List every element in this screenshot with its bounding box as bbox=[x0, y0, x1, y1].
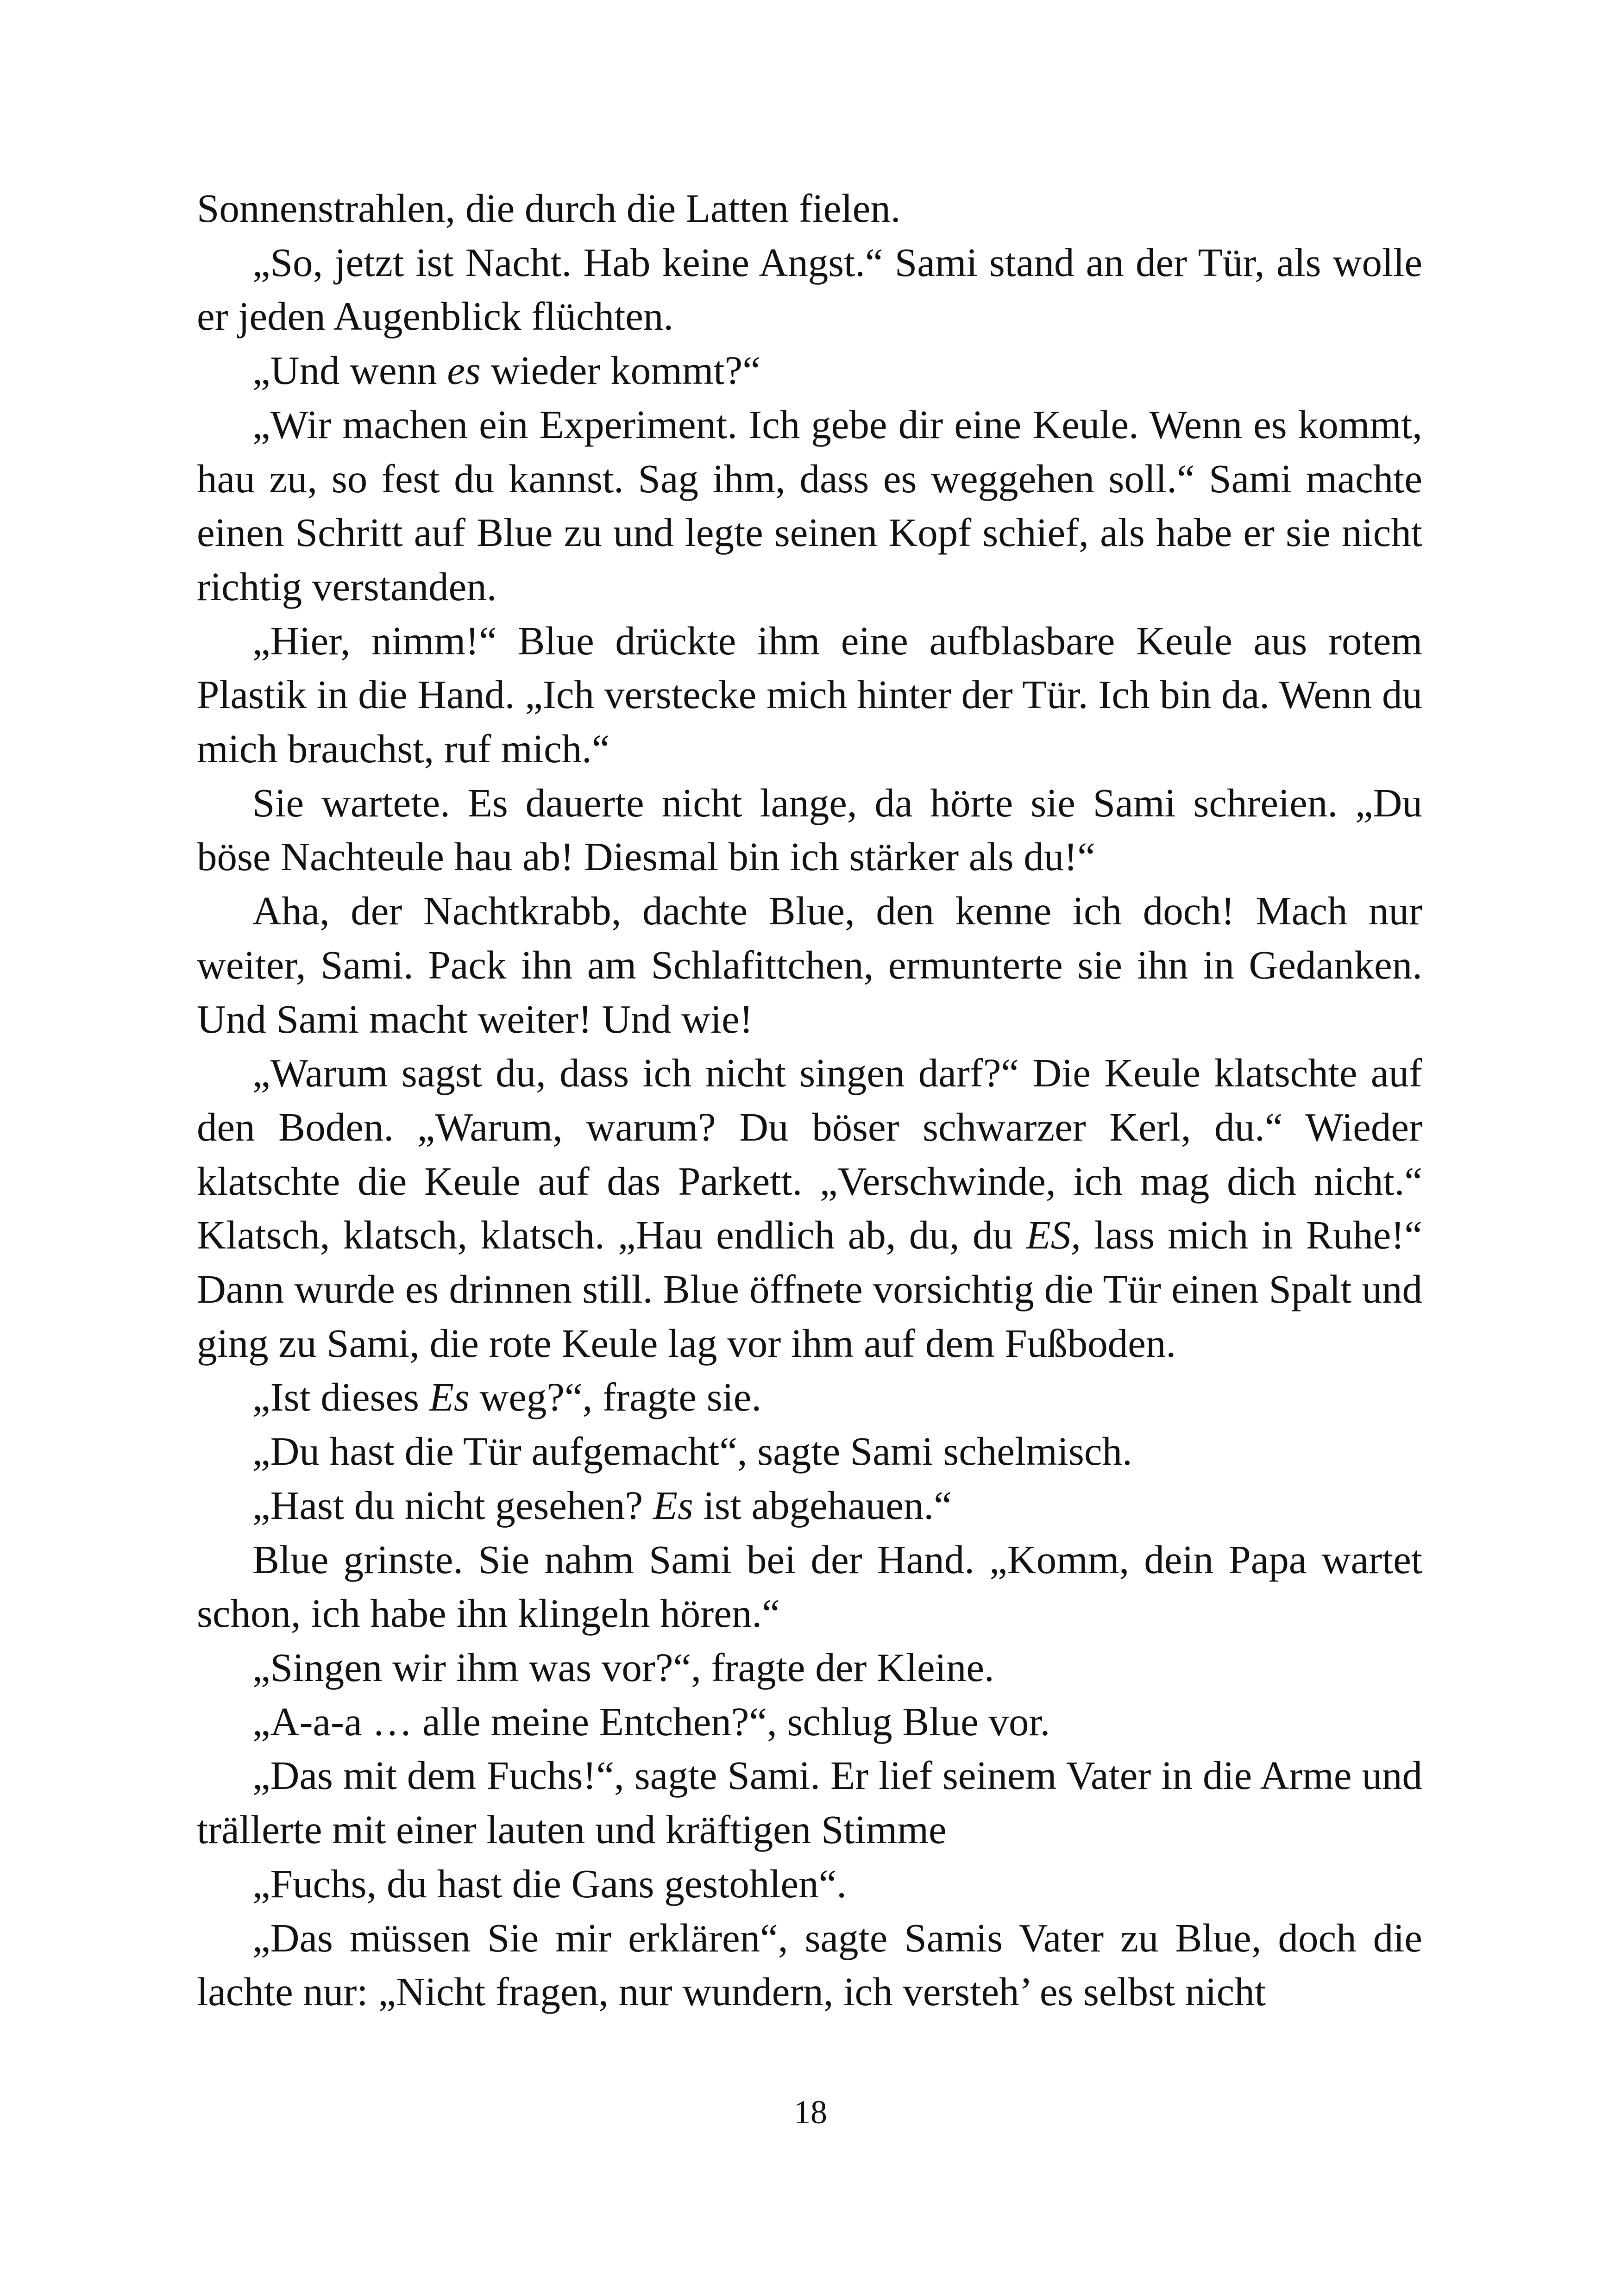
text-segment: wieder kommt?“ bbox=[480, 348, 760, 393]
text-segment: „Das mit dem Fuchs!“, sagte Sami. Er lief seinem Vater in die Arme und trällerte mit einer lauten und kräftigen Stimme bbox=[197, 1753, 1422, 1852]
paragraph bbox=[197, 1533, 1422, 1641]
paragraph bbox=[197, 182, 1422, 236]
page-number: 18 bbox=[794, 2094, 827, 2131]
text-segment: „So, jetzt ist Nacht. Hab keine Angst.“ Sami stand an der Tür, als wolle er jeden Augenblick flüchten. bbox=[197, 239, 1422, 339]
text-segment: „Singen wir ihm was vor?“, fragte der Kleine. bbox=[252, 1644, 994, 1690]
paragraph bbox=[197, 614, 1422, 776]
italic-text: Es bbox=[653, 1482, 693, 1528]
paragraph bbox=[197, 1749, 1422, 1857]
paragraph bbox=[197, 776, 1422, 884]
paragraph bbox=[197, 1911, 1422, 2019]
text-segment: „A-a-a … alle meine Entchen?“, schlug Blue vor. bbox=[252, 1699, 1050, 1744]
text-segment: „Du hast die Tür aufgemacht“, sagte Sami schelmisch. bbox=[252, 1429, 1132, 1474]
paragraph bbox=[197, 1857, 1422, 1911]
text-segment: „Hier, nimm!“ Blue drückte ihm eine aufblasbare Keule aus rotem Plastik in die Hand. „Ich verstecke mich hinter der Tür. Ich bin da. Wenn du mich brauchst, ruf mich.“ bbox=[197, 618, 1422, 772]
text-segment: „Hast du nicht gesehen? bbox=[252, 1482, 653, 1528]
page-body bbox=[197, 182, 1422, 2019]
italic-text: es bbox=[447, 348, 481, 393]
text-segment: „Und wenn bbox=[252, 348, 447, 393]
paragraph bbox=[197, 236, 1422, 344]
italic-text: ES, bbox=[1026, 1212, 1081, 1258]
paragraph bbox=[197, 398, 1422, 614]
text-segment: lass mich in Ruhe!“ Dann wurde es drinnen still. Blue öffnete vorsichtig die Tür einen Spalt und ging zu Sami, die rote Keule lag vor ihm auf dem Fußboden. bbox=[197, 1212, 1422, 1366]
text-segment: Aha, der Nachtkrabb, dachte Blue, den kenne ich doch! Mach nur weiter, Sami. Pack ihn am Schlafittchen, ermunterte sie ihn in Gedanken. Und Sami macht weiter! Und wie! bbox=[197, 888, 1422, 1041]
text-segment: „Wir machen ein Experiment. Ich gebe dir eine Keule. Wenn es kommt, hau zu, so fest du kannst. Sag ihm, dass es weggehen soll.“ Sami machte einen Schritt auf Blue zu und legte seinen Kopf schief, als habe er sie nicht richtig verstanden. bbox=[197, 401, 1422, 609]
text-segment: „Das müssen Sie mir erklären“, sagte Samis Vater zu Blue, doch die lachte nur: „Nicht fragen, nur wundern, ich versteh’ es selbst nicht bbox=[197, 1915, 1422, 2014]
text-segment: weg?“, fragte sie. bbox=[469, 1374, 762, 1420]
paragraph bbox=[197, 1370, 1422, 1424]
text-segment: Blue grinste. Sie nahm Sami bei der Hand. „Komm, dein Papa wartet schon, ich habe ihn klingeln hören.“ bbox=[197, 1537, 1422, 1636]
paragraph bbox=[197, 1424, 1422, 1479]
paragraph bbox=[197, 884, 1422, 1046]
text-segment: Sonnenstrahlen, die durch die Latten fielen. bbox=[197, 186, 901, 231]
text-segment: „Ist dieses bbox=[252, 1374, 429, 1420]
paragraph bbox=[197, 1695, 1422, 1749]
paragraph bbox=[197, 1479, 1422, 1533]
paragraph bbox=[197, 344, 1422, 398]
paragraph bbox=[197, 1046, 1422, 1370]
text-segment: Sie wartete. Es dauerte nicht lange, da hörte sie Sami schreien. „Du böse Nachteule hau ab! Diesmal bin ich stärker als du!“ bbox=[197, 780, 1422, 879]
text-segment: ist abgehauen.“ bbox=[693, 1482, 952, 1528]
text-segment: „Fuchs, du hast die Gans gestohlen“. bbox=[252, 1861, 847, 1906]
text-segment: „Warum sagst du, dass ich nicht singen darf?“ Die Keule klatschte auf den Boden. „Warum, warum? Du böser schwarzer Kerl, du.“ Wieder klatschte die Keule auf das Parkett. „Verschwinde, ich mag dich nicht.“ Klatsch, klatsch, klatsch. „Hau endlich ab, du, du bbox=[197, 1050, 1422, 1258]
paragraph bbox=[197, 1641, 1422, 1695]
italic-text: Es bbox=[429, 1374, 470, 1420]
